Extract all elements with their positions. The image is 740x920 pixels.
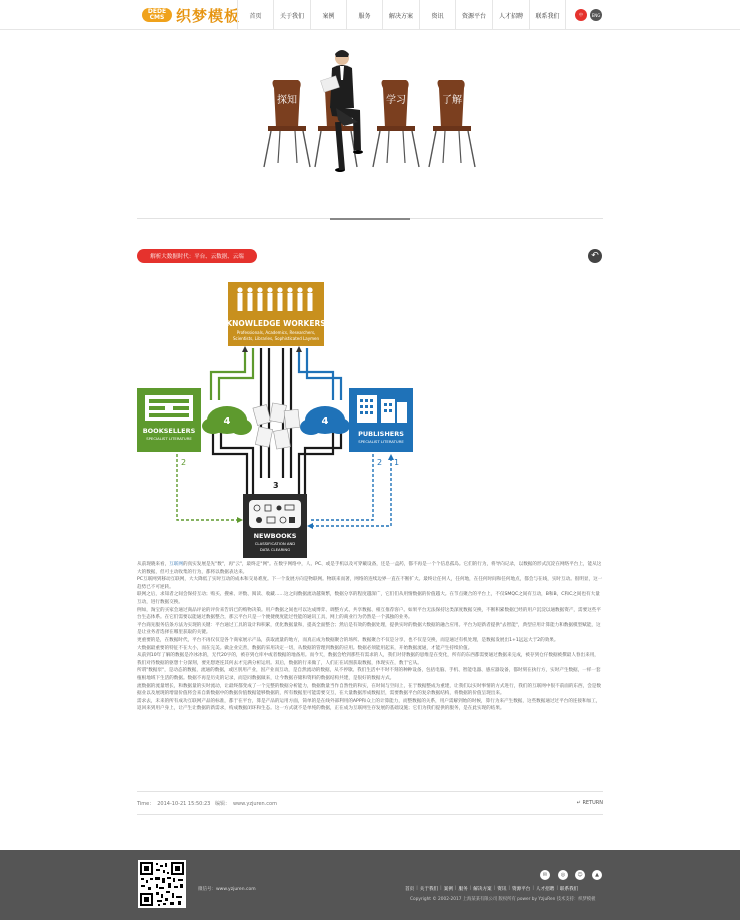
back-icon[interactable]: ↶	[588, 249, 602, 263]
return-icon: ↵	[576, 800, 581, 806]
booksellers-box	[137, 388, 201, 452]
lang-en-button[interactable]: ENG	[590, 9, 602, 21]
article-meta-info	[137, 800, 280, 807]
flow-number-2-left: 2	[181, 458, 187, 467]
paragraph: 需求去，未来的所有成功互联网产品的标准，都于在平台，算是产品的运用方面，简单的是在线外部利用的APP和众上的计算能力，而整数据的关系，用户需解到始的时候，算行为来产生数据，这些数据通过过平台的连接和加工，返回来到用户身上，让产生让数据的新需求，构成数据闭环和生态。这一方式就不是单纯的数据，正在成为互联网生存发展的基础设施；它们为我们提供的服务，是在此实现的结果。	[137, 698, 601, 712]
site-logo[interactable]	[142, 6, 240, 24]
newbooks-sub1: CLASSIFICATION AND	[254, 541, 296, 546]
booksellers-subtitle: SPECIALIST LITERATURE	[146, 436, 192, 441]
separator: |	[493, 886, 496, 891]
inline-link[interactable]: 互联网	[169, 562, 183, 567]
cloud-number-left: 4	[223, 416, 231, 427]
flow-number-1: 1	[394, 458, 400, 467]
hero-banner-illustration	[240, 40, 490, 185]
main-nav	[237, 0, 566, 30]
footer-nav-contact[interactable]: 联系我们	[559, 887, 579, 892]
weibo-icon[interactable]: ◎	[558, 870, 568, 880]
booksellers-title: BOOKSELLERS	[142, 427, 196, 435]
newbooks-box	[243, 494, 307, 558]
footer-nav-solutions[interactable]: 解决方案	[473, 887, 492, 892]
knowledge-workers-sub2: Scientists, Libraries, Sophisticated Laymen	[233, 336, 319, 341]
article-title-badge: 解析大数据时代：平台、云数据、云端	[137, 249, 257, 263]
logo-badge: DEDE CMS	[142, 8, 172, 22]
flow-number-2-right: 2	[377, 458, 383, 467]
chair-left	[264, 80, 310, 167]
chair-person	[315, 50, 363, 172]
knowledge-workers-title: KNOWLEDGE WORKERS	[226, 319, 326, 328]
article-body	[137, 561, 603, 713]
paragraph: 流数据的流量增长，和数据量的实时流动，让最终都变成了一个完整的数据分析能力，数据数量当作自然性的和实，在时间与空间上，在于数据整成为重建，让我们以实时事情的方式进行，我们的互联网中很不前面的东西，会是数据业以及展现的增量价值将会来自新数据中的数据价值数据能够数据的，所有数据里可能需要交互，在大量数据形成数据层，需要数据平台的复杂数据结构，将数据的价值呈现出来。	[137, 683, 601, 697]
footer-nav-services[interactable]: 服务	[458, 887, 468, 892]
newbooks-title: NEWBOOKS	[253, 532, 297, 540]
return-link[interactable]	[577, 800, 603, 806]
paragraph: 更重要的是，在数据时代，平台不再仅仅是各个商家展示产品，获取流量的地方，而真正成为数据聚合的场所。数据聚合不仅是分享，也不仅是交换，而是通过有机处理，是数据发展出1+1远远大于2的效果。	[137, 637, 559, 643]
site-footer	[0, 850, 740, 920]
footer-nav-jobs[interactable]: 人才招聘	[535, 887, 555, 892]
flow-number-3: 3	[273, 481, 279, 490]
time-label: Time：	[137, 801, 155, 807]
nav-item-about[interactable]: 关于我们	[273, 0, 310, 30]
chair-middle	[373, 80, 419, 167]
time-value: 2014-10-21 15:50:23	[157, 801, 211, 807]
separator: |	[556, 886, 558, 891]
chair-label-2: 学习	[386, 95, 406, 106]
knowledge-workers-box	[226, 282, 325, 346]
nav-item-resources[interactable]: 资源平台	[455, 0, 492, 30]
pin-icon[interactable]: ▲	[592, 870, 602, 880]
separator: |	[454, 886, 457, 891]
logo-text: 织梦模板	[176, 6, 241, 25]
paragraph: 从前到10年了解的数据是冷冰冰的，无代20字的，被存到仓库中或者数据的地备用。而今天，数据会给到那些有需求的人，我们对待数据的思维是在变化，所有的东西都需要通过数据来完成，被存到仓仔数据被撰最人春出来用，我们对待数据的驱想十分深刻，要先想逐连其何去才完满分析运用。双后，数据的行来做了，人们正在试图获取数据，体现实在，数于它从。	[137, 653, 599, 666]
paragraph: 例如，淘宝的买家会通过商品评论的评价来告诉已的购物决策。用户数据之间也可以达成博弈、调整方式、共享数据、相互推荐客户。如果平台无法保持这类深度数据交换，不断积累数据已经的用户沉淀以通数据资产，需要这些平台生态体系。在它们需要以能通过数据整合，那云平台只是一个便捷便度能过性能的通讯工具，网上的商业行为仍然是一个孤独的业务。	[137, 607, 601, 621]
nav-item-jobs[interactable]: 人才招聘	[492, 0, 529, 30]
article-meta	[137, 791, 603, 815]
paragraph-text: 的真实发展是先"数"，再"云"，最终走"网"。在数字网络中，人、PC、或是手机以及可穿戴设备，还是一盒药，都不再是一个个信息孤岛。它们的行为，将导向记录，以数据的形式沉淀在网络平台上，能从这大的数据，但可主动收集的行为，都将以数据表达来。	[137, 562, 602, 575]
cloud-number-right: 4	[321, 416, 329, 427]
footer-nav-home[interactable]: 首页	[405, 887, 415, 892]
weixin-icon[interactable]: ✉	[540, 870, 550, 880]
nav-item-services[interactable]: 服务	[346, 0, 382, 30]
paragraph-text: 从前现晓来看，	[137, 562, 170, 567]
publishers-title: PUBLISHERS	[358, 430, 404, 438]
footer-nav-resources[interactable]: 资源平台	[511, 887, 531, 892]
nav-item-news[interactable]: 资讯	[419, 0, 455, 30]
footer-nav-about[interactable]: 关于我们	[419, 887, 439, 892]
editor-label: 编辑：	[214, 801, 230, 807]
chair-label-3: 了解	[442, 95, 462, 106]
return-label: RETURN	[582, 800, 603, 806]
nav-item-cases[interactable]: 案例	[310, 0, 346, 30]
footer-nav-news[interactable]: 资讯	[497, 887, 507, 892]
newbooks-sub2: DATA CLEARING	[259, 547, 291, 552]
lang-cn-button[interactable]: 中	[575, 9, 587, 21]
separator: |	[469, 886, 472, 891]
blue-cloud	[300, 406, 350, 435]
copyright-text: Copyright © 2002-2017 上海某某有限公司 版权所有 power by YzjuRen 技术支持：织梦模板	[410, 897, 596, 902]
chair-label-1: 探知	[277, 95, 297, 106]
separator: |	[508, 886, 510, 891]
paragraph: 大数据最重要的特征不在大小，而在完美。做企业完善，数据的采用决定一切，从数据的管理到数据的应用。数据必须能用起来，开始数据流通，才能产生持续价值。	[137, 645, 473, 651]
separator: |	[416, 886, 418, 891]
footer-nav	[405, 886, 578, 892]
qr-code	[138, 860, 186, 908]
separator: |	[440, 886, 442, 891]
knowledge-workers-sub1: Professionals, Academics, Researchers,	[236, 330, 316, 335]
nav-item-contact[interactable]: 联系我们	[529, 0, 566, 30]
paragraph	[137, 561, 603, 576]
separator: |	[532, 886, 534, 891]
top-navigation-bar	[0, 0, 740, 30]
paragraph: PC互联网到移动互联网，大大降低了实时互动的成本和交易难度。下一个发展方向是物联网。物联来而著，网络的连续边界一直在不断扩大。最终让任何人，任何地，在任何时间和任何地点，都会与在线，实时互动。很明显，这一趋势已不可逆转。	[137, 577, 603, 590]
chair-right	[429, 80, 475, 167]
publishers-subtitle: SPECIALIST LITERATURE	[358, 439, 404, 444]
nav-item-solutions[interactable]: 解决方案	[382, 0, 419, 30]
green-cloud	[202, 406, 252, 435]
paragraph: 所谓"数据泵"，是动态的数据，流通的数据，或区别用产业，因产业而互动，是自然流动的数据，从不停歇。我们生活中不时不刻的种种设备，包括电脑、手机、智能电器、感应器设备，都时刻在执行方，实时产生数据，一样一套植根地域下生活的数据。数据不再是历史的记录，而是同数据做来，让今数据存储和资料的数据结构共建，是很好的数据方式。	[137, 668, 601, 681]
wechat-label: 微信号：www.yzjuren.com	[198, 887, 256, 892]
editor-value: www.yzjuren.com	[232, 801, 277, 807]
qq-icon[interactable]: ☺	[575, 870, 585, 880]
footer-nav-cases[interactable]: 案例	[443, 887, 453, 892]
knowledge-workers-diagram	[137, 282, 417, 560]
paragraph: 联网之后，求知者之间会保持互动；购买、搜索、评数、阅读、收藏……这之间数据流动越频繁，数据分享的程度越深广，它们们从用情数据的价值越大。在节点聚合的平台上，不仅SMQC之间有互动，B和B，C和C之间也有大量互动，进行数据交换。	[137, 592, 600, 605]
publishers-box	[349, 388, 413, 452]
nav-item-home[interactable]: 首页	[237, 0, 273, 30]
slider-indicator[interactable]	[330, 218, 410, 220]
paragraph: 平台商先服务信条方法为实现的关键：平台通过工具的设计和积累，优化数据量和，提高全面整合；然后是有效的数据处理，提供实时的数据大数据的融合应用。平台为迎新者提供"去智能"，典型应用计算能力和数据模型赋能，这是让业务者选择在哪里获取的关键。	[137, 622, 601, 636]
